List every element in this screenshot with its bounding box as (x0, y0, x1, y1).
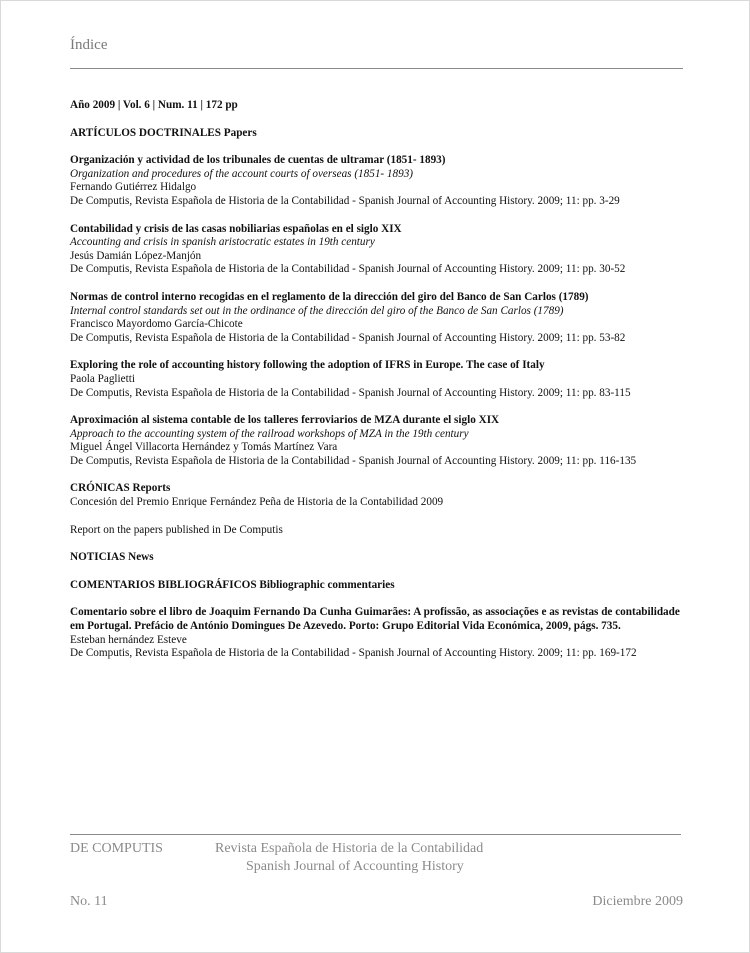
article-citation: De Computis, Revista Española de Historia de la Contabilidad - Spanish Journal of Accounting History. 2009; 11: pp. 30-52 (70, 263, 626, 276)
section-heading-en: Bibliographic commentaries (259, 578, 395, 591)
article-author: Fernando Gutiérrez Hidalgo (70, 181, 197, 194)
article-entry-2 (70, 223, 690, 277)
article-citation: De Computis, Revista Española de Historia de la Contabilidad - Spanish Journal of Accounting History. 2009; 11: pp. 53-82 (70, 331, 626, 344)
header-divider (70, 68, 683, 69)
report-item: Concesión del Premio Enrique Fernández Peña de Historia de la Contabilidad 2009 (70, 496, 444, 509)
article-author: Paola Paglietti (70, 372, 135, 385)
page-title: Índice (70, 37, 108, 53)
article-entry-4 (70, 359, 690, 400)
review-citation: De Computis, Revista Española de Historia de la Contabilidad - Spanish Journal of Accounting History. 2009; 11: pp. 169-172 (70, 647, 637, 660)
article-title: Organización y actividad de los tribunales de cuentas de ultramar (1851- 1893) (70, 154, 446, 167)
article-citation: De Computis, Revista Española de Historia de la Contabilidad - Spanish Journal of Accounting History. 2009; 11: pp. 3-29 (70, 194, 620, 207)
article-translation: Organization and procedures of the account courts of overseas (1851- 1893) (70, 167, 414, 180)
section-heading-es: COMENTARIOS BIBLIOGRÁFICOS (70, 578, 257, 591)
article-title: Normas de control interno recogidas en el reglamento de la dirección del giro del Banco de San Carlos (1789) (70, 290, 589, 303)
article-entry-1 (70, 154, 690, 208)
journal-subtitle-es: Revista Española de Historia de la Contabilidad (215, 841, 484, 856)
review-title: Comentario sobre el libro de Joaquim Fernando Da Cunha Guimarães: A profissão, as associações e as revistas de contabilidade em Portugal. Prefácio de António Domingues De Azevedo. Porto: Grupo Editorial Vida Económica, 2009, págs. 735. (70, 606, 680, 633)
issue-number: No. 11 (70, 894, 108, 909)
review-author: Esteban hernández Esteve (70, 633, 187, 646)
article-author: Miguel Ángel Villacorta Hernández y Tomás Martínez Vara (70, 441, 338, 454)
report-item: Report on the papers published in De Computis (70, 523, 283, 536)
section-articulos-heading (70, 127, 690, 141)
article-title: Aproximación al sistema contable de los talleres ferroviarios de MZA durante el siglo XIX (70, 414, 500, 427)
article-citation: De Computis, Revista Española de Historia de la Contabilidad - Spanish Journal of Accounting History. 2009; 11: pp. 83-115 (70, 386, 631, 399)
article-translation: Internal control standards set out in the ordinance of the dirección del giro of the Banco de San Carlos (1789) (70, 304, 564, 317)
issue-date: Diciembre 2009 (592, 894, 683, 909)
article-citation: De Computis, Revista Española de Historia de la Contabilidad - Spanish Journal of Accounting History. 2009; 11: pp. 116-135 (70, 454, 637, 467)
section-heading-es: CRÓNICAS (70, 482, 130, 495)
article-title: Contabilidad y crisis de las casas nobiliarias españolas en el siglo XIX (70, 222, 402, 235)
section-heading-en: News (128, 551, 154, 564)
section-noticias-heading (70, 551, 690, 565)
section-heading-en: Papers (223, 126, 257, 139)
footer-divider (70, 834, 681, 835)
section-heading-es: ARTÍCULOS DOCTRINALES (70, 126, 221, 139)
journal-name: DE COMPUTIS (70, 841, 163, 856)
section-cronicas (70, 482, 690, 509)
article-entry-3 (70, 291, 690, 345)
article-translation: Accounting and crisis in spanish aristocratic estates in 19th century (70, 236, 375, 249)
table-of-contents (70, 99, 690, 675)
section-heading-es: NOTICIAS (70, 551, 126, 564)
issue-info: Año 2009 | Vol. 6 | Num. 11 | 172 pp (70, 99, 238, 111)
article-author: Francisco Mayordomo García-Chicote (70, 318, 243, 331)
article-title: Exploring the role of accounting history following the adoption of IFRS in Europe. The case of Italy (70, 359, 545, 372)
article-entry-5 (70, 414, 690, 468)
section-heading-en: Reports (132, 482, 171, 495)
review-entry (70, 606, 690, 660)
journal-subtitle-en: Spanish Journal of Accounting History (246, 859, 464, 874)
article-translation: Approach to the accounting system of the railroad workshops of MZA in the 19th century (70, 427, 469, 440)
section-comentarios-heading (70, 579, 690, 593)
article-author: Jesús Damián López-Manjón (70, 249, 202, 262)
